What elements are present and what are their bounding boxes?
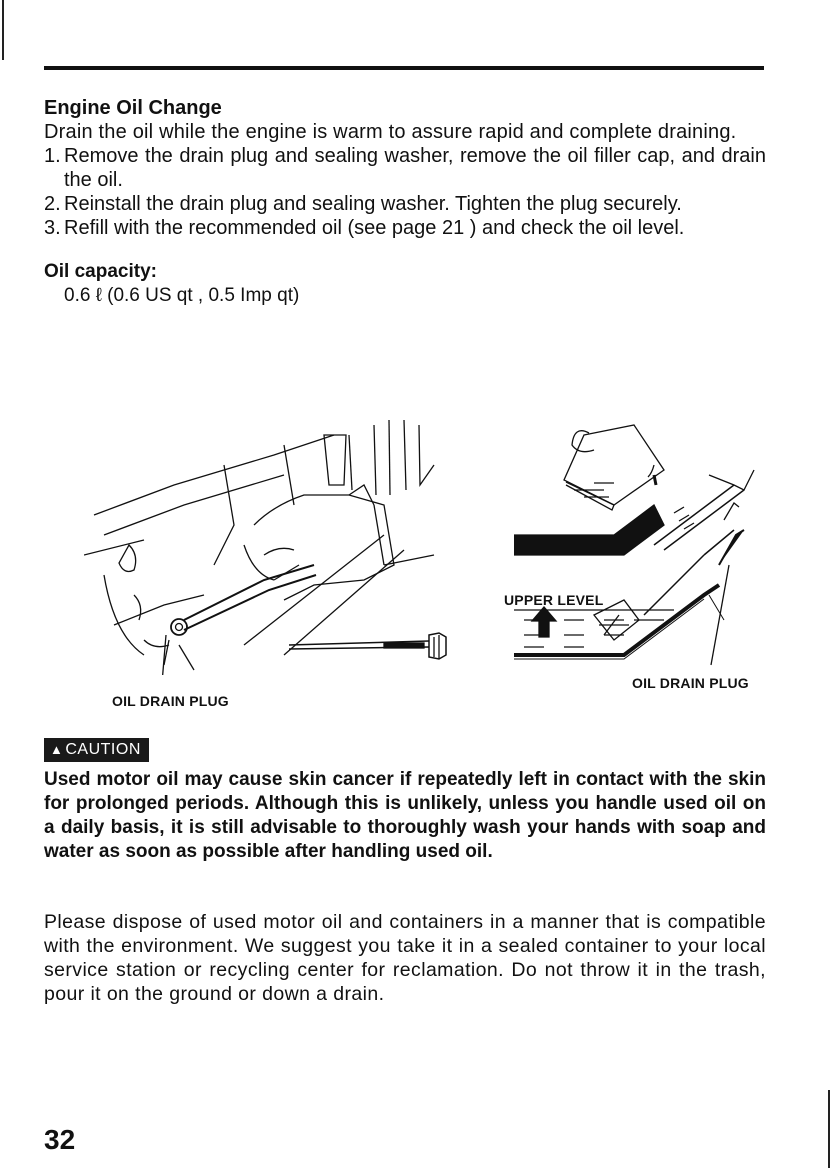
step-number: 1. [44,145,61,167]
upper-level-label: UPPER LEVEL [504,592,604,608]
caution-badge [44,738,149,762]
scan-edge-line-right [828,1090,830,1168]
caution-text: Used motor oil may cause skin cancer if repeatedly left in contact with the skin for prolonged periods. Although this is unlikely, unless you handle used oil on a daily basis, it is still advisable to thoroughly wash your hands with soap and water as soon as possible after handling used oil. [44,769,766,862]
section-intro: Drain the oil while the engine is warm to assure rapid and complete draining. [44,121,737,143]
right-oil-drain-plug-label: OIL DRAIN PLUG [632,675,749,691]
step-item [44,216,766,240]
page-number: 32 [44,1124,76,1155]
disposal-note: Please dispose of used motor oil and containers in a manner that is compatible with the environment. We suggest you take it in a sealed container to your local service station or recycling center for reclamation. Do not throw it in the trash, pour it on the ground or down a drain. [44,911,766,1005]
illustrations [44,395,766,715]
step-list [44,144,766,240]
step-text: Refill with the recommended oil (see page 21 ) and check the oil level. [64,217,685,239]
step-item [44,192,766,216]
step-text: Reinstall the drain plug and sealing washer. Tighten the plug securely. [64,193,682,215]
top-rule [44,66,764,70]
step-number: 3. [44,217,61,239]
step-item [44,144,766,192]
oil-level-diagram [504,415,774,675]
oil-capacity-label: Oil capacity: [44,261,157,282]
warning-triangle-icon: ▲ [50,742,64,757]
step-number: 2. [44,193,61,215]
oil-capacity-value: 0.6 ℓ (0.6 US qt , 0.5 Imp qt) [64,285,300,306]
oil-change-section [44,96,766,308]
scan-edge-line [2,0,4,60]
step-text: Remove the drain plug and sealing washer, remove the oil filler cap, and drain the oil. [64,145,766,191]
caution-badge-text: CAUTION [65,741,141,758]
drain-plug-removal-illustration [84,405,484,675]
section-title: Engine Oil Change [44,97,222,119]
left-oil-drain-plug-label: OIL DRAIN PLUG [112,693,229,709]
